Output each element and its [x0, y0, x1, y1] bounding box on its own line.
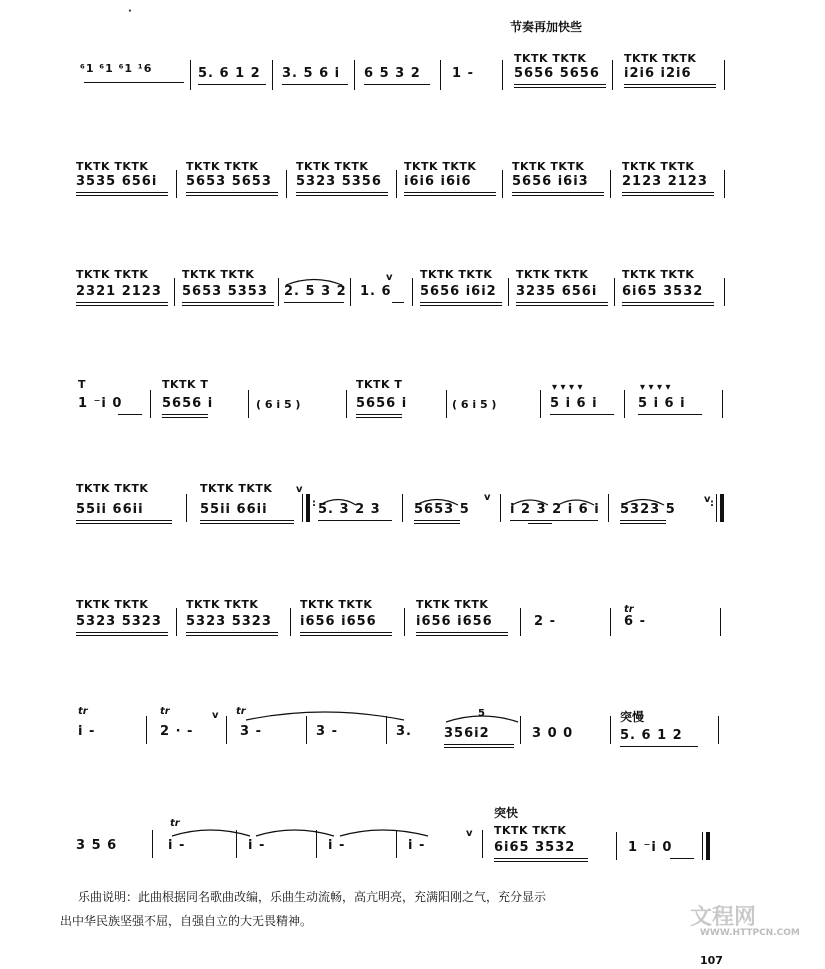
- note-group: 356i2: [444, 726, 490, 741]
- beam: [296, 195, 388, 196]
- beam: [282, 84, 348, 85]
- note-group: 5323 5323: [186, 614, 272, 629]
- barline: [502, 170, 503, 198]
- trill-mark: tr: [236, 706, 246, 717]
- beam: [420, 302, 502, 303]
- tk-label: TKTK TKTK: [516, 268, 589, 281]
- beam: [186, 632, 278, 633]
- beam: [420, 305, 502, 306]
- note-group: 5653 5353: [182, 284, 268, 299]
- beam: [638, 414, 702, 415]
- barline: [236, 830, 237, 858]
- description-line-2: 出中华民族坚强不屈，自强自立的大无畏精神。: [60, 914, 313, 928]
- barline: [610, 608, 611, 636]
- barline: [540, 390, 541, 418]
- tk-label: TKTK TKTK: [420, 268, 493, 281]
- note-group: i 2 3 2 i 6 i: [510, 502, 600, 517]
- barline: [150, 390, 151, 418]
- beam: [514, 84, 606, 85]
- tk-label: TKTK T: [356, 378, 403, 391]
- tk-label: TKTK TKTK: [494, 824, 567, 837]
- note-group: 1 -: [452, 66, 474, 81]
- paren-group: ( 6 i 5 ): [256, 398, 301, 411]
- beam: [76, 632, 168, 633]
- note-group: 2321 2123: [76, 284, 162, 299]
- breath-mark: v: [704, 494, 711, 505]
- beam: [356, 414, 402, 415]
- beam: [364, 84, 430, 85]
- note-group: i -: [408, 838, 426, 853]
- breath-mark: v: [296, 484, 303, 495]
- tie: [170, 826, 432, 838]
- beam: [404, 192, 496, 193]
- beam: [76, 302, 168, 303]
- watermark-url: WWW.HTTPCN.COM: [700, 928, 800, 938]
- barline: [614, 278, 615, 306]
- barline: [482, 830, 483, 858]
- paren-group: ( 6 i 5 ): [452, 398, 497, 411]
- barline: [316, 830, 317, 858]
- tk-label: TKTK TKTK: [186, 598, 259, 611]
- beam: [620, 746, 698, 747]
- beam: [512, 195, 604, 196]
- beam: [516, 302, 608, 303]
- note-group: 1 ⁻i 0: [78, 396, 123, 411]
- beam: [622, 195, 714, 196]
- sudden-fast-mark: 突快: [494, 806, 519, 820]
- beam: [414, 523, 460, 524]
- note-group: 2 -: [534, 614, 556, 629]
- grace-intro: ⁶1 ⁶1 ⁶1 ¹6: [80, 62, 153, 75]
- barline: [412, 278, 413, 306]
- note-group: 5. 6 1 2: [198, 66, 261, 81]
- note-group: 5656 5656: [514, 66, 600, 81]
- barline: [446, 390, 447, 418]
- beam: [414, 520, 460, 521]
- barline: [608, 494, 609, 522]
- breath-mark: v: [466, 828, 473, 839]
- beam: [516, 305, 608, 306]
- breath-mark: v: [212, 710, 219, 721]
- beam: [512, 192, 604, 193]
- stray-mark: ·: [128, 6, 132, 17]
- barline: [502, 60, 503, 90]
- beam: [444, 744, 514, 745]
- barline: [718, 716, 719, 744]
- beam: [494, 858, 588, 859]
- beam: [76, 195, 168, 196]
- trill-mark: tr: [624, 604, 634, 615]
- note-group: 5. 3 2 3: [318, 502, 381, 517]
- note-group: 2 · -: [160, 724, 194, 739]
- trill-mark: tr: [78, 706, 88, 717]
- barline: [520, 716, 521, 744]
- staccato-marks: ▾ ▾ ▾ ▾: [552, 382, 583, 393]
- beam: [416, 632, 508, 633]
- barline: [724, 278, 725, 306]
- barline: [624, 390, 625, 418]
- note-group: 55ii 66ii: [200, 502, 268, 517]
- beam: [404, 195, 496, 196]
- beam: [162, 414, 208, 415]
- note-group: 6i65 3532: [622, 284, 704, 299]
- beam: [392, 302, 404, 303]
- barline: [722, 390, 723, 418]
- beam: [186, 195, 278, 196]
- repeat-bar: [302, 494, 303, 522]
- staccato-marks: ▾ ▾ ▾ ▾: [640, 382, 671, 393]
- note-group: 6i65 3532: [494, 840, 576, 855]
- barline: [350, 278, 351, 306]
- beam: [296, 192, 388, 193]
- beam: [182, 302, 274, 303]
- breath-mark: v: [386, 272, 393, 283]
- note-group: 5653 5653: [186, 174, 272, 189]
- barline: [176, 608, 177, 636]
- beam: [622, 305, 714, 306]
- beam: [528, 523, 552, 524]
- barline: [306, 716, 307, 744]
- barline: [152, 830, 153, 858]
- tk-label: TKTK TKTK: [404, 160, 477, 173]
- repeat-dots: :: [312, 498, 316, 509]
- note-group: 3535 656i: [76, 174, 158, 189]
- trill-mark: tr: [160, 706, 170, 717]
- tk-label: TKTK TKTK: [622, 268, 695, 281]
- barline: [720, 608, 721, 636]
- note-group: 5 i 6 i: [638, 396, 686, 411]
- note-group: 1. 6: [360, 284, 392, 299]
- beam: [670, 858, 694, 859]
- note-group: 3 5 6: [76, 838, 118, 853]
- note-group: 6 5 3 2: [364, 66, 421, 81]
- note-group: 5653 5: [414, 502, 470, 517]
- tk-label: TKTK TKTK: [296, 160, 369, 173]
- sudden-slow-mark: 突慢: [620, 710, 645, 724]
- beam: [444, 747, 514, 748]
- tie: [244, 708, 406, 722]
- tk-label: TKTK TKTK: [200, 482, 273, 495]
- barline: [610, 170, 611, 198]
- beam: [300, 632, 392, 633]
- beam: [182, 305, 274, 306]
- description-line-1: 乐曲说明：此曲根据同名歌曲改编，乐曲生动流畅，高亢明亮，充满阳刚之气，充分显示: [78, 890, 547, 904]
- note-group: 5656 i6i2: [420, 284, 497, 299]
- tuplet-number: 5: [478, 708, 485, 719]
- trill-mark: tr: [170, 818, 180, 829]
- barline: [610, 716, 611, 744]
- beam: [76, 192, 168, 193]
- barline: [146, 716, 147, 744]
- barline: [226, 716, 227, 744]
- barline: [286, 170, 287, 198]
- barline: [248, 390, 249, 418]
- tk-label: TKTK TKTK: [182, 268, 255, 281]
- beam: [318, 520, 392, 521]
- note-group: 6 -: [624, 614, 646, 629]
- note-group: 3 -: [240, 724, 262, 739]
- note-group: 3235 656i: [516, 284, 598, 299]
- note-group: 55ii 66ii: [76, 502, 144, 517]
- beam: [624, 87, 716, 88]
- note-group: 5. 6 1 2: [620, 728, 683, 743]
- beam: [494, 861, 588, 862]
- tk-label: TKTK TKTK: [512, 160, 585, 173]
- tempo-note: 节奏再加快些: [510, 20, 583, 34]
- beam: [186, 192, 278, 193]
- barline: [724, 60, 725, 90]
- beam: [622, 302, 714, 303]
- barline: [500, 494, 501, 522]
- note-group: i6i6 i6i6: [404, 174, 472, 189]
- note-group: 5323 5: [620, 502, 676, 517]
- note-group: 5656 i: [162, 396, 214, 411]
- tk-label: TKTK TKTK: [76, 160, 149, 173]
- barline: [346, 390, 347, 418]
- beam: [200, 523, 294, 524]
- tk-label: TKTK TKTK: [622, 160, 695, 173]
- barline: [404, 608, 405, 636]
- note-group: i656 i656: [416, 614, 493, 629]
- barline: [174, 278, 175, 306]
- watermark-logo: 文程网: [690, 905, 757, 930]
- note-group: 5656 i: [356, 396, 408, 411]
- repeat-bar: [716, 494, 717, 522]
- note-group: i -: [168, 838, 186, 853]
- tk-label: TKTK TKTK: [300, 598, 373, 611]
- beam: [76, 523, 172, 524]
- note-group: 2123 2123: [622, 174, 708, 189]
- beam: [76, 305, 168, 306]
- beam: [186, 635, 278, 636]
- note-group: i656 i656: [300, 614, 377, 629]
- t-label: T: [78, 378, 87, 391]
- beam: [620, 523, 666, 524]
- repeat-dots: :: [710, 498, 714, 509]
- beam: [620, 520, 666, 521]
- note-group: 5 i 6 i: [550, 396, 598, 411]
- beam: [356, 417, 402, 418]
- tk-label: TKTK TKTK: [416, 598, 489, 611]
- breath-mark: v: [484, 492, 491, 503]
- beam: [118, 414, 142, 415]
- note-group: i -: [328, 838, 346, 853]
- barline: [290, 608, 291, 636]
- beam: [198, 84, 266, 85]
- final-bar-thin: [702, 832, 703, 860]
- beam: [514, 87, 606, 88]
- beam: [76, 635, 168, 636]
- barline: [386, 716, 387, 744]
- beam: [416, 635, 508, 636]
- barline: [176, 170, 177, 198]
- note-group: 5323 5323: [76, 614, 162, 629]
- tk-label: TKTK TKTK: [186, 160, 259, 173]
- beam: [84, 82, 184, 83]
- beam: [300, 635, 392, 636]
- barline: [440, 60, 441, 90]
- note-group: 1 ⁻i 0: [628, 840, 673, 855]
- barline: [272, 60, 273, 90]
- note-group: 5323 5356: [296, 174, 382, 189]
- barline: [396, 170, 397, 198]
- note-group: 3. 5 6 i: [282, 66, 341, 81]
- tk-label: TKTK TKTK: [76, 268, 149, 281]
- note-group: 2. 5 3 2: [284, 284, 347, 299]
- tk-label: TKTK TKTK: [514, 52, 587, 65]
- beam: [622, 192, 714, 193]
- page-number: 107: [700, 954, 723, 967]
- barline: [186, 494, 187, 522]
- beam: [284, 302, 344, 303]
- tk-label: TKTK TKTK: [76, 598, 149, 611]
- beam: [510, 520, 598, 521]
- barline: [520, 608, 521, 636]
- final-bar-thick: [706, 832, 710, 860]
- note-group: i -: [78, 724, 96, 739]
- beam: [624, 84, 716, 85]
- barline: [396, 830, 397, 858]
- tk-label: TKTK TKTK: [624, 52, 697, 65]
- tk-label: TKTK TKTK: [76, 482, 149, 495]
- note-group: i -: [248, 838, 266, 853]
- barline: [724, 170, 725, 198]
- barline: [354, 60, 355, 90]
- barline: [616, 832, 617, 860]
- tk-label: TKTK T: [162, 378, 209, 391]
- note-group: 3.: [396, 724, 412, 739]
- note-group: 3 0 0: [532, 726, 574, 741]
- repeat-bar-thick: [306, 494, 310, 522]
- barline: [402, 494, 403, 522]
- barline: [278, 278, 279, 306]
- barline: [612, 60, 613, 90]
- repeat-bar-thick: [720, 494, 724, 522]
- note-group: 5656 i6i3: [512, 174, 589, 189]
- barline: [190, 60, 191, 90]
- beam: [550, 414, 614, 415]
- note-group: 3 -: [316, 724, 338, 739]
- note-group: i2i6 i2i6: [624, 66, 692, 81]
- beam: [162, 417, 208, 418]
- barline: [508, 278, 509, 306]
- beam: [76, 520, 172, 521]
- beam: [200, 520, 294, 521]
